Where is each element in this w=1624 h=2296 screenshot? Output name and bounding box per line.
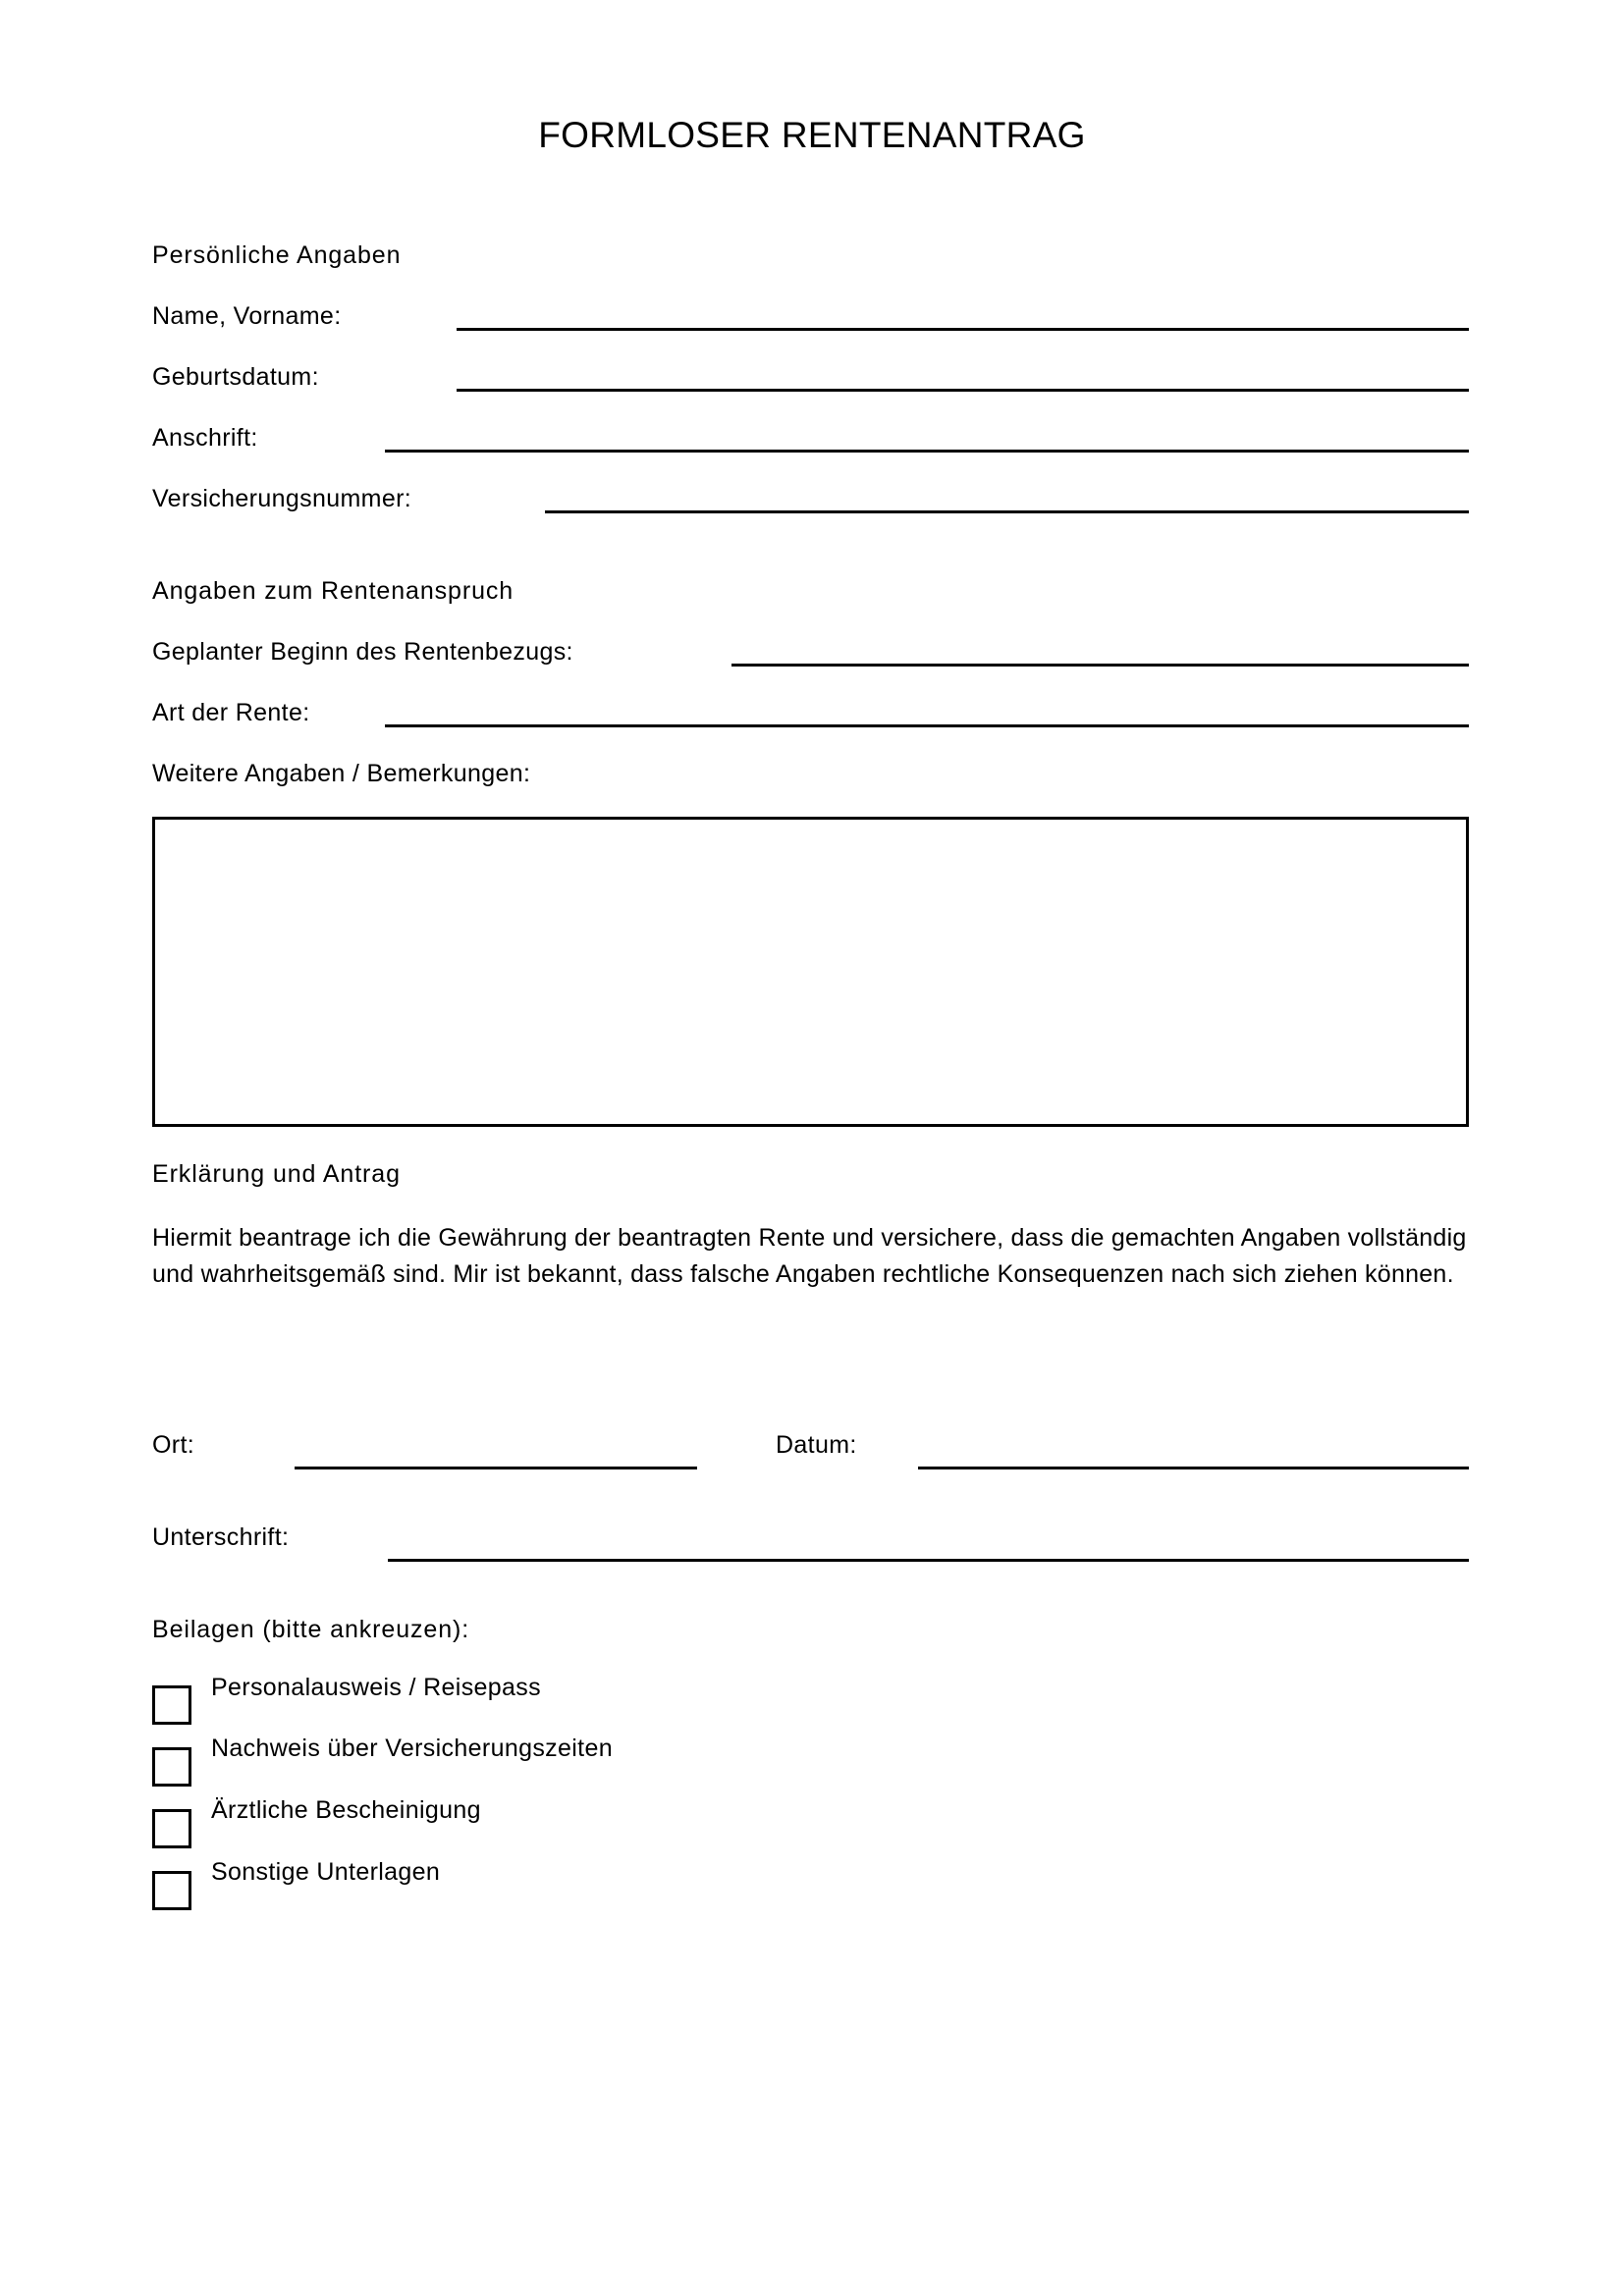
label-weitere-angaben: Weitere Angaben / Bemerkungen:: [152, 760, 531, 787]
label-versicherungsnummer: Versicherungsnummer:: [152, 485, 412, 512]
input-line-name-vorname[interactable]: [457, 328, 1469, 331]
checkbox-sonstige-unterlagen[interactable]: [152, 1871, 191, 1910]
section-heading-personal: Persönliche Angaben: [152, 241, 402, 269]
input-line-ort[interactable]: [295, 1467, 697, 1469]
input-line-geburtsdatum[interactable]: [457, 389, 1469, 392]
checkbox-aerztliche-bescheinigung[interactable]: [152, 1809, 191, 1848]
section-heading-declaration: Erklärung und Antrag: [152, 1160, 401, 1188]
label-art-der-rente: Art der Rente:: [152, 699, 310, 726]
input-line-versicherungsnummer[interactable]: [545, 510, 1469, 513]
checkbox-label-aerztliche-bescheinigung: Ärztliche Bescheinigung: [211, 1796, 481, 1824]
input-line-unterschrift[interactable]: [388, 1559, 1469, 1562]
page-title: FORMLOSER RENTENANTRAG: [538, 115, 1086, 155]
label-name-vorname: Name, Vorname:: [152, 302, 342, 330]
checkbox-label-personalausweis: Personalausweis / Reisepass: [211, 1674, 542, 1701]
declaration-body-text: Hiermit beantrage ich die Gewährung der beantragten Rente und versichere, dass die gemachten Angaben vollständig und wahrheitsgemäß sind. Mir ist bekannt, dass falsche Angaben rechtliche Konsequenzen nach sich ziehen können.: [152, 1224, 1467, 1288]
label-geplanter-beginn: Geplanter Beginn des Rentenbezugs:: [152, 638, 573, 666]
checkbox-nachweis-versicherungszeiten[interactable]: [152, 1747, 191, 1787]
label-geburtsdatum: Geburtsdatum:: [152, 363, 319, 391]
checkbox-label-sonstige-unterlagen: Sonstige Unterlagen: [211, 1858, 441, 1886]
label-unterschrift: Unterschrift:: [152, 1523, 290, 1551]
section-heading-claim: Angaben zum Rentenanspruch: [152, 577, 514, 605]
input-line-geplanter-beginn[interactable]: [731, 664, 1469, 667]
checkbox-label-nachweis-versicherungszeiten: Nachweis über Versicherungszeiten: [211, 1735, 613, 1762]
label-datum: Datum:: [776, 1431, 857, 1459]
label-ort: Ort:: [152, 1431, 195, 1459]
input-line-art-der-rente[interactable]: [385, 724, 1469, 727]
section-heading-attachments: Beilagen (bitte ankreuzen):: [152, 1616, 470, 1643]
input-line-anschrift[interactable]: [385, 450, 1469, 453]
label-anschrift: Anschrift:: [152, 424, 258, 452]
input-line-datum[interactable]: [918, 1467, 1469, 1469]
checkbox-personalausweis[interactable]: [152, 1685, 191, 1725]
remarks-textarea[interactable]: [152, 817, 1469, 1127]
